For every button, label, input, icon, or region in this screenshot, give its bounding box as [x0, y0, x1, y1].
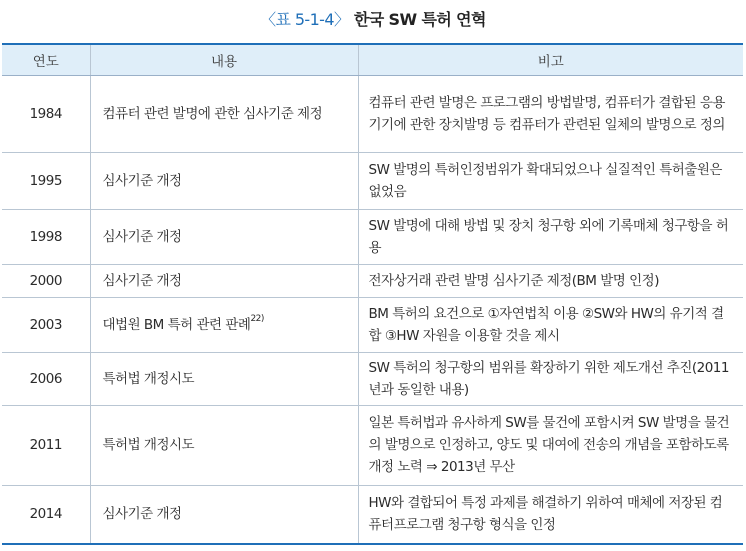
content-cell: 심사기준 개정 — [90, 209, 358, 264]
year-cell: 1995 — [2, 152, 90, 209]
header-content: 내용 — [90, 44, 358, 75]
year-cell: 2014 — [2, 485, 90, 544]
table-row — [2, 264, 743, 297]
history-table — [2, 43, 743, 545]
content-cell — [90, 297, 358, 352]
note-cell: 일본 특허법과 유사하게 SW를 물건에 포함시켜 SW 발명을 물건의 발명으로 인정하고, 양도 및 대여에 전송의 개념을 포함하도록 개정 노력 ⇒ 2013년 무산 — [358, 405, 743, 485]
header-year: 연도 — [2, 44, 90, 75]
year-cell: 2000 — [2, 264, 90, 297]
year-cell: 2011 — [2, 405, 90, 485]
content-cell: 심사기준 개정 — [90, 485, 358, 544]
header-row — [2, 44, 743, 75]
header-note: 비고 — [358, 44, 743, 75]
content-cell: 특허법 개정시도 — [90, 352, 358, 405]
content-cell: 심사기준 개정 — [90, 152, 358, 209]
table-row — [2, 209, 743, 264]
content-cell: 심사기준 개정 — [90, 264, 358, 297]
note-cell: HW와 결합되어 특정 과제를 해결하기 위하여 매체에 저장된 컴퓨터프로그램 청구항 형식을 인정 — [358, 485, 743, 544]
table-row — [2, 297, 743, 352]
note-cell: SW 발명의 특허인정범위가 확대되었으나 실질적인 특허출원은 없었음 — [358, 152, 743, 209]
year-cell: 2006 — [2, 352, 90, 405]
note-cell: SW 특허의 청구항의 범위를 확장하기 위한 제도개선 추진(2011년과 동일한 내용) — [358, 352, 743, 405]
year-cell: 1984 — [2, 75, 90, 152]
note-cell: SW 발명에 대해 방법 및 장치 청구항 외에 기록매체 청구항을 허용 — [358, 209, 743, 264]
content-text: 대법원 BM 특허 관련 판례 — [102, 316, 251, 333]
table-row — [2, 352, 743, 405]
note-cell: 컴퓨터 관련 발명은 프로그램의 방법발명, 컴퓨터가 결합된 응용기기에 관한 장치발명 등 컴퓨터가 관련된 일체의 발명으로 정의 — [358, 75, 743, 152]
year-cell: 1998 — [2, 209, 90, 264]
table-title: 한국 SW 특허 연혁 — [353, 10, 486, 29]
content-cell: 특허법 개정시도 — [90, 405, 358, 485]
table-row — [2, 152, 743, 209]
footnote-marker: 22) — [250, 313, 264, 324]
note-cell: BM 특허의 요건으로 ①자연법칙 이용 ②SW와 HW의 유기적 결합 ③HW 자원을 이용할 것을 제시 — [358, 297, 743, 352]
year-cell: 2003 — [2, 297, 90, 352]
note-cell: 전자상거래 관련 발명 심사기준 제정(BM 발명 인정) — [358, 264, 743, 297]
table-row — [2, 485, 743, 544]
table-row — [2, 75, 743, 152]
table-caption — [0, 6, 746, 34]
content-cell: 컴퓨터 관련 발명에 관한 심사기준 제정 — [90, 75, 358, 152]
table-number: 〈표 5-1-4〉 — [260, 10, 350, 29]
table-row — [2, 405, 743, 485]
